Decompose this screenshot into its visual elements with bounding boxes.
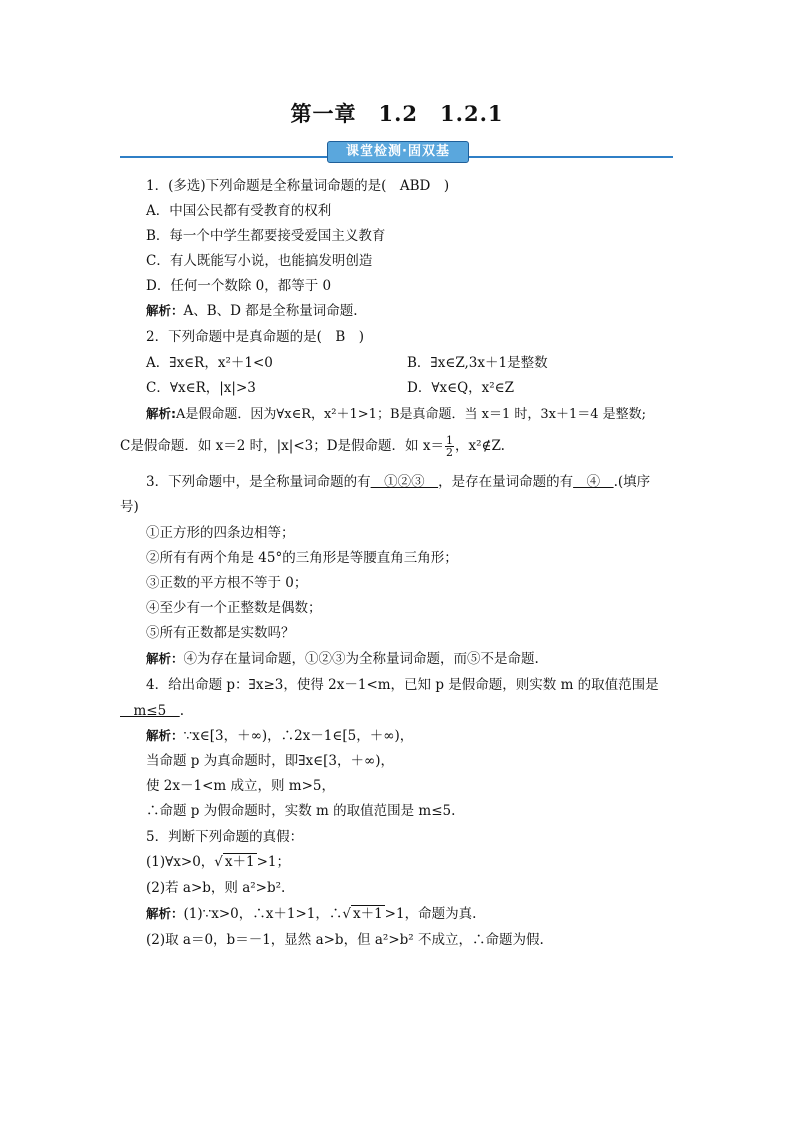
sqrt-symbol: √ [214, 854, 223, 870]
q3-analysis [146, 650, 539, 668]
q1-option-b: B．每一个中学生都要接受爱国主义教育 [146, 228, 386, 244]
fraction-denominator: 2 [445, 446, 453, 459]
q5-part1-text: (1)∀x>0， [146, 854, 215, 870]
section-badge: 课堂检测·固双基 [327, 141, 469, 163]
q1-analysis [146, 302, 358, 320]
q4-analysis-line2: 当命题 p 为真命题时，即∃x∈[3，＋∞)， [146, 753, 395, 769]
q2-option-a: A．∃x∈R，x²＋1<0 [146, 355, 273, 371]
fraction-one-half [445, 435, 454, 458]
analysis-label: 解析： [146, 651, 184, 666]
analysis-label: 解析： [146, 728, 184, 743]
q1-stem: 1．(多选)下列命题是全称量词命题的是( ABD ) [146, 178, 450, 194]
q2-analysis-line1 [146, 405, 646, 424]
analysis-label: 解析: [146, 406, 176, 421]
q3-item: ①正方形的四条边相等； [146, 525, 295, 541]
q1-option-c: C．有人既能写小说，也能搞发明创造 [146, 253, 373, 269]
q1-analysis-text: A、B、D 都是全称量词命题. [183, 303, 358, 319]
q1-option-d: D．任何一个数除 0，都等于 0 [146, 278, 332, 294]
q3-stem-part1: 3．下列命题中，是全称量词命题的有 [146, 474, 371, 490]
q3-blank-universal: ①②③ [370, 474, 439, 490]
q4-analysis-text1: ∵x∈[3，＋∞)，∴2x－1∈[5，＋∞)， [183, 728, 414, 744]
q3-stem [146, 473, 650, 491]
q3-blank-existential: ④ [573, 474, 614, 490]
q2-analysis-text1: A是假命题．因为∀x∈R，x²＋1>1；B是真命题．当 x＝1 时，3x＋1＝4 是整数; [176, 407, 647, 422]
q5-stem: 5．判断下列命题的真假： [146, 829, 304, 845]
q2-option-b: B．∃x∈Z,3x＋1是整数 [407, 355, 548, 371]
q4-answer-line [120, 702, 184, 720]
q4-analysis-line1 [146, 727, 413, 745]
q2-analysis-text2a: C是假命题．如 x＝2 时，|x|<3；D是假命题．如 x＝ [120, 438, 444, 454]
q5-analysis-tail1: >1，命题为真. [384, 906, 477, 922]
q1-option-a: A．中国公民都有受教育的权利 [146, 203, 332, 219]
q2-analysis-line2 [120, 435, 505, 458]
q3-analysis-text: ④为存在量词命题，①②③为全称量词命题，而⑤不是命题. [183, 651, 539, 667]
q4-stem: 4．给出命题 p：∃x≥3，使得 2x－1<m，已知 p 是假命题，则实数 m 的取值范围是 [146, 677, 659, 693]
q4-analysis-line4: ∴命题 p 为假命题时，实数 m 的取值范围是 m≤5. [146, 803, 456, 819]
q5-analysis-line2: (2)取 a＝0，b＝－1，显然 a>b，但 a²>b² 不成立，∴命题为假. [146, 932, 544, 948]
q4-blank: m≤5 [120, 703, 180, 719]
analysis-label: 解析： [146, 906, 184, 921]
q5-analysis-text1: (1)∵x>0，∴x＋1>1，∴ [183, 906, 343, 922]
q4-period: . [179, 703, 184, 719]
q2-stem: 2．下列命题中是真命题的是( B ) [146, 329, 365, 345]
sqrt-radicand: x＋1 [224, 854, 255, 870]
q2-option-c: C．∀x∈R，|x|>3 [146, 380, 256, 396]
q3-stem-continued: 号) [120, 499, 139, 515]
q3-item: ②所有有两个角是 45°的三角形是等腰直角三角形； [146, 550, 458, 566]
q5-part1 [146, 853, 290, 871]
q4-analysis-line3: 使 2x－1<m 成立，则 m>5， [146, 778, 335, 794]
q3-item: ④至少有一个正整数是偶数； [146, 600, 322, 616]
page-title: 第一章 1.2 1.2.1 [290, 101, 504, 126]
q2-analysis-text2b: ，x²∉Z. [454, 438, 505, 454]
q3-item: ⑤所有正数都是实数吗？ [146, 625, 295, 641]
q5-part2: (2)若 a>b，则 a²>b². [146, 880, 286, 896]
q3-stem-part3: .(填序 [613, 474, 651, 490]
analysis-label: 解析： [146, 303, 184, 318]
sqrt-symbol: √ [342, 906, 351, 922]
q2-option-d: D．∀x∈Q，x²∈Z [407, 380, 515, 396]
sqrt-radicand: x＋1 [352, 906, 383, 922]
q5-part1-tail: >1； [256, 854, 291, 870]
q5-analysis-line1 [146, 905, 476, 923]
q3-item: ③正数的平方根不等于 0； [146, 575, 308, 591]
q3-stem-part2: ，是存在量词命题的有 [438, 474, 574, 490]
fraction-numerator: 1 [445, 434, 453, 447]
